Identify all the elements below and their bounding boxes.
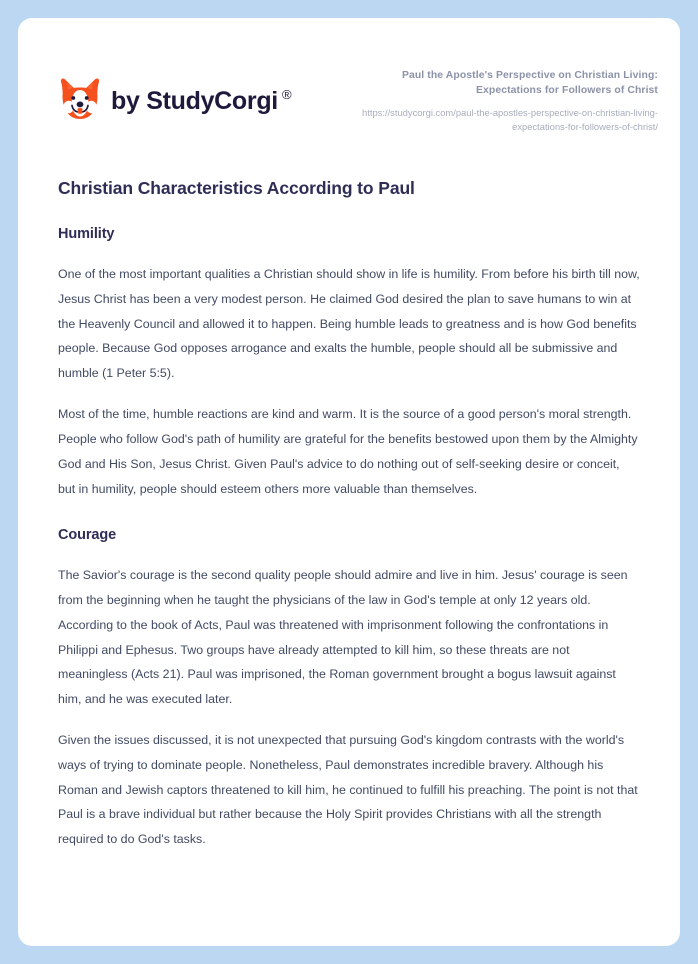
paragraph: Given the issues discussed, it is not unexpected that pursuing God's kingdom contrasts with the world's ways of trying to dominate people. Nonetheless, Paul demonstrates incredible bravery. Although his Roman and Jewish captors threatened to kill him, he continued to fulfill his preaching. The point is not that Paul is a brave individual but rather because the Holy Spirit provides Christians with all the strength required to do God's tasks. [58,733,638,847]
corgi-face-icon [58,78,102,124]
paragraph: The Savior's courage is the second quality people should admire and live in him. Jesus' courage is seen from the beginning when he taught the physicians of the law in God's temple at only 12 years old. According to the book of Acts, Paul was threatened with imprisonment following the confrontations in Philippi and Ephesus. Two groups have already attempted to kill him, so these threats are not meaningless (Acts 21). Paul was imprisoned, the Roman government brought a bogus lawsuit against him, and he was executed later. [58,568,628,707]
paragraph: One of the most important qualities a Christian should show in life is humility. From before his birth till now, Jesus Christ has been a very modest person. He claimed God desired the plan to save humans to win at the Heavenly Council and allowed it to happen. Being humble leads to greatness and is how God benefits people. Because God opposes arrogance and exalts the humble, people should all be submissive and humble (1 Peter 5:5). [58,267,640,381]
document-paper [18,18,680,946]
document-source-title: Paul the Apostle's Perspective on Christian Living: Expectations for Followers of Christ [401,70,658,97]
document-meta [340,64,658,133]
document-source-url[interactable]: https://studycorgi.com/paul-the-apostles-perspective-on-christian-living-expectations-for-followers-of-christ/ [362,107,658,132]
section-heading-courage: Courage [58,527,117,544]
page-title: Christian Characteristics According to Paul [58,178,415,199]
paragraph: Most of the time, humble reactions are kind and warm. It is the source of a good person's moral strength. People who follow God's path of humility are grateful for the benefits bestowed upon them by the Almighty God and His Son, Jesus Christ. Given Paul's advice to do nothing out of self-seeking desire or conceit, but in humility, people should esteem others more valuable than themselves. [58,407,638,496]
document-header [18,18,680,133]
registered-trademark-icon: ® [281,86,292,102]
section-heading-humility: Humility [58,226,115,243]
brand-logo [58,78,291,124]
document-body [18,177,680,852]
brand-wordmark [111,86,292,115]
brand-name-text: by StudyCorgi [111,86,278,115]
